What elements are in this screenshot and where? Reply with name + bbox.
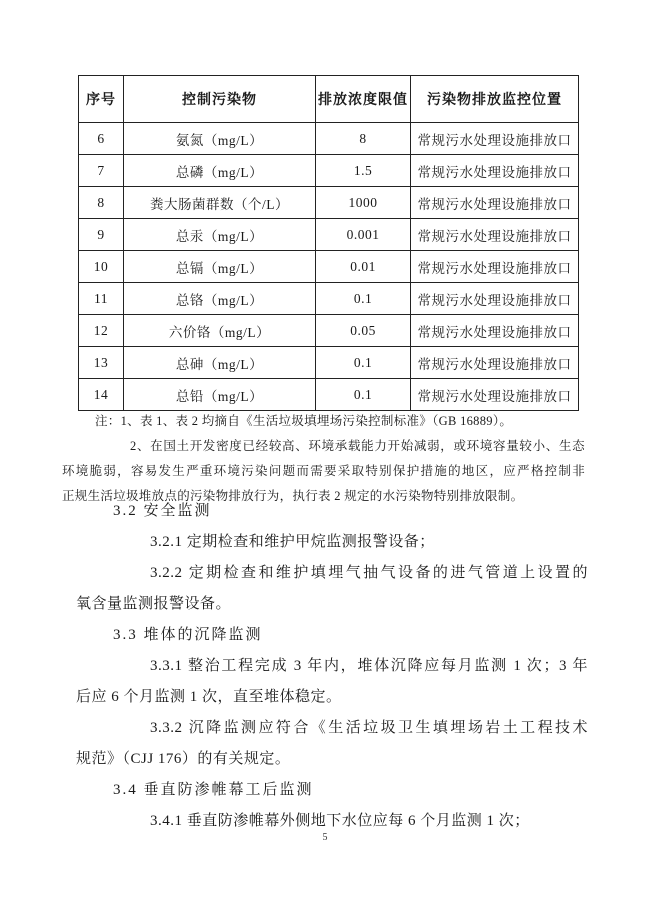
cell-limit: 0.1 bbox=[316, 283, 411, 315]
cell-limit: 0.1 bbox=[316, 379, 411, 411]
column-header-location: 污染物排放监控位置 bbox=[411, 76, 579, 123]
cell-location: 常规污水处理设施排放口 bbox=[411, 155, 579, 187]
cell-limit: 0.1 bbox=[316, 347, 411, 379]
table-row bbox=[79, 155, 579, 187]
column-header-limit: 排放浓度限值 bbox=[316, 76, 411, 123]
cell-location: 常规污水处理设施排放口 bbox=[411, 283, 579, 315]
cell-pollutant: 总汞（mg/L） bbox=[124, 219, 316, 251]
table-row bbox=[79, 347, 579, 379]
table-row bbox=[79, 219, 579, 251]
cell-location: 常规污水处理设施排放口 bbox=[411, 315, 579, 347]
section-heading-3-3: 3.3 堆体的沉降监测 bbox=[113, 627, 263, 643]
cell-location: 常规污水处理设施排放口 bbox=[411, 187, 579, 219]
cell-pollutant: 总镉（mg/L） bbox=[124, 251, 316, 283]
cell-limit: 1.5 bbox=[316, 155, 411, 187]
cell-serial: 8 bbox=[79, 187, 124, 219]
clause-3-3-2-continued: 规范》（CJJ 176）的有关规定。 bbox=[76, 751, 291, 767]
clause-3-3-2: 3.3.2 沉降监测应符合《生活垃圾卫生填埋场岩土工程技术 bbox=[150, 720, 588, 736]
section-heading-3-4: 3.4 垂直防渗帷幕工后监测 bbox=[113, 782, 314, 798]
cell-pollutant: 氨氮（mg/L） bbox=[124, 123, 316, 155]
pollutant-limits-table bbox=[78, 75, 579, 411]
table-row bbox=[79, 283, 579, 315]
cell-serial: 11 bbox=[79, 283, 124, 315]
table-row bbox=[79, 315, 579, 347]
page-number: 5 bbox=[322, 832, 328, 843]
cell-serial: 10 bbox=[79, 251, 124, 283]
cell-location: 常规污水处理设施排放口 bbox=[411, 251, 579, 283]
body-text bbox=[76, 496, 588, 837]
cell-serial: 13 bbox=[79, 347, 124, 379]
cell-pollutant: 总砷（mg/L） bbox=[124, 347, 316, 379]
note-line: 正规生活垃圾堆放点的污染物排放行为，执行表 2 规定的水污染物特别排放限制。 bbox=[62, 489, 524, 503]
table-header-row bbox=[79, 76, 579, 123]
cell-limit: 0.01 bbox=[316, 251, 411, 283]
cell-location: 常规污水处理设施排放口 bbox=[411, 219, 579, 251]
cell-limit: 1000 bbox=[316, 187, 411, 219]
cell-limit: 8 bbox=[316, 123, 411, 155]
note-line: 2、在国土开发密度已经较高、环境承载能力开始减弱，或环境容量较小、生态 bbox=[130, 439, 585, 453]
cell-pollutant: 总铅（mg/L） bbox=[124, 379, 316, 411]
cell-serial: 7 bbox=[79, 155, 124, 187]
clause-3-3-1: 3.3.1 整治工程完成 3 年内，堆体沉降应每月监测 1 次；3 年 bbox=[150, 658, 588, 674]
clause-3-2-2: 3.2.2 定期检查和维护填埋气抽气设备的进气管道上设置的 bbox=[150, 565, 588, 581]
clause-3-2-2-continued: 氧含量监测报警设备。 bbox=[76, 596, 232, 612]
table-row bbox=[79, 123, 579, 155]
cell-location: 常规污水处理设施排放口 bbox=[411, 347, 579, 379]
cell-location: 常规污水处理设施排放口 bbox=[411, 123, 579, 155]
cell-serial: 9 bbox=[79, 219, 124, 251]
cell-limit: 0.05 bbox=[316, 315, 411, 347]
cell-limit: 0.001 bbox=[316, 219, 411, 251]
table-row bbox=[79, 251, 579, 283]
table-row bbox=[79, 187, 579, 219]
cell-location: 常规污水处理设施排放口 bbox=[411, 379, 579, 411]
clause-3-4-1: 3.4.1 垂直防渗帷幕外侧地下水位应每 6 个月监测 1 次； bbox=[150, 813, 530, 829]
table-notes bbox=[62, 409, 585, 509]
note-line: 环境脆弱，容易发生严重环境污染问题而需要采取特别保护措施的地区，应严格控制非 bbox=[62, 464, 585, 478]
cell-serial: 12 bbox=[79, 315, 124, 347]
column-header-pollutant: 控制污染物 bbox=[124, 76, 316, 123]
column-header-serial: 序号 bbox=[79, 76, 124, 123]
cell-pollutant: 六价铬（mg/L） bbox=[124, 315, 316, 347]
table-row bbox=[79, 379, 579, 411]
cell-pollutant: 总磷（mg/L） bbox=[124, 155, 316, 187]
section-heading-3-2: 3.2 安全监测 bbox=[113, 503, 212, 519]
cell-pollutant: 总铬（mg/L） bbox=[124, 283, 316, 315]
clause-3-3-1-continued: 后应 6 个月监测 1 次，直至堆体稳定。 bbox=[76, 689, 342, 705]
cell-serial: 6 bbox=[79, 123, 124, 155]
note-line: 注：1、表 1、表 2 均摘自《生活垃圾填埋场污染控制标准》（GB 16889）。 bbox=[95, 414, 513, 428]
cell-serial: 14 bbox=[79, 379, 124, 411]
cell-pollutant: 粪大肠菌群数（个/L） bbox=[124, 187, 316, 219]
clause-3-2-1: 3.2.1 定期检查和维护甲烷监测报警设备； bbox=[150, 534, 435, 550]
